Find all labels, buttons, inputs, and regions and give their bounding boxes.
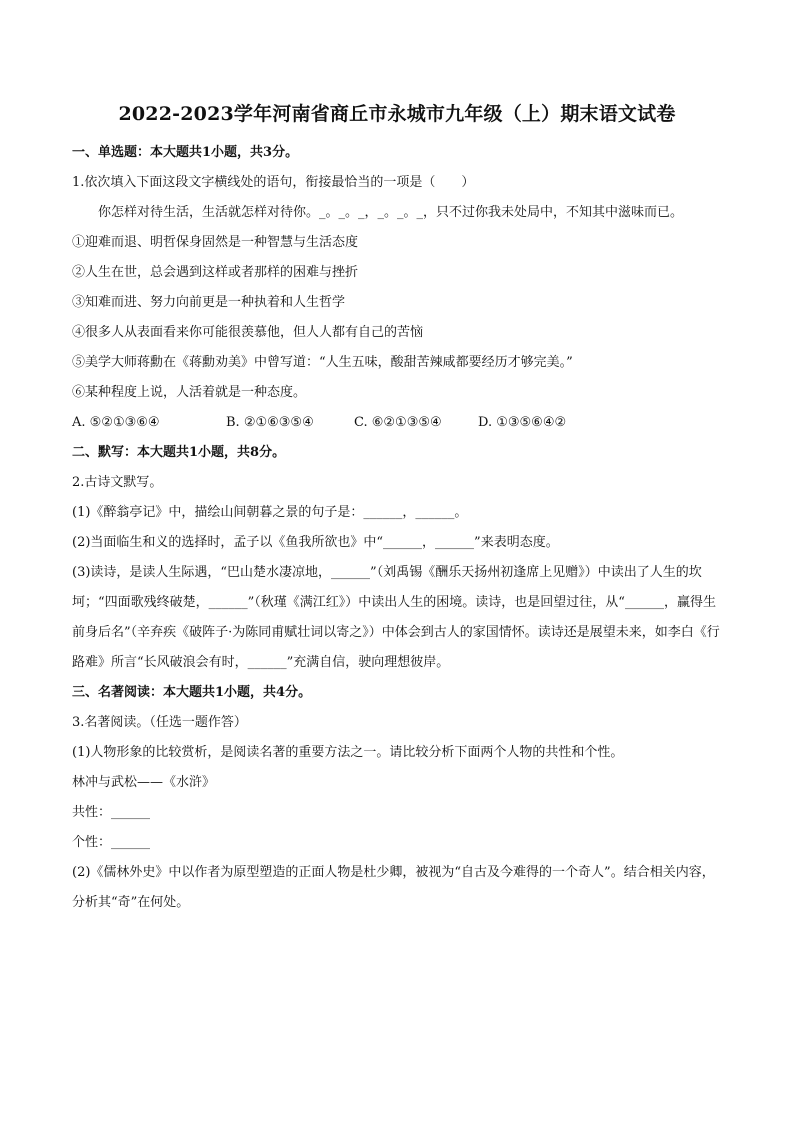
option-d: D. ①③⑤⑥④② (478, 415, 567, 430)
question-1-passage: 你怎样对待生活，生活就怎样对待你。_。_。_，_。_。_，只不过你我未处局中，不知其中滋味而已。 (98, 205, 684, 220)
question-3-sub-1: (1)人物形象的比较赏析，是阅读名著的重要方法之一。请比较分析下面两个人物的共性和个性。 (72, 745, 624, 760)
question-2-sub-3: (3)读诗，是读人生际遇，“巴山楚水凄凉地，______”（刘禹锡《酬乐天扬州初逢席上见赠》）中读出了人生的坎坷；“四面歌残终破楚，______”（秋瑾《满江红》）中读出人生的困境。读诗，也是回望过往，从“______，赢得生前身后名”（辛弃疾《破阵子·为陈同甫赋壮词以寄之》）中体会到古人的家国情怀。读诗还是展望未来，如李白《行路难》所言“长风破浪会有时，______”充满自信，驶向理想彼岸。 (72, 565, 720, 670)
question-3-common: 共性：______ (72, 805, 151, 820)
question-2-stem: 2.古诗文默写。 (72, 475, 163, 490)
option-c: C. ⑥②①③⑤④ (354, 415, 442, 430)
question-1-item-3: ③知难而进、努力向前更是一种执着和人生哲学 (72, 295, 346, 310)
question-1-item-2: ②人生在世，总会遇到这样或者那样的困难与挫折 (72, 265, 359, 280)
question-1-item-1: ①迎难而退、明哲保身固然是一种智慧与生活态度 (72, 235, 359, 250)
question-1-options (72, 408, 722, 438)
section-heading-2: 二、默写：本大题共1小题，共8分。 (72, 445, 286, 460)
option-a: A. ⑤②①③⑥④ (72, 415, 160, 430)
option-b: B. ②①⑥③⑤④ (226, 415, 314, 430)
section-heading-1: 一、单选题：本大题共1小题，共3分。 (72, 145, 299, 160)
question-2-sub-1: (1)《醉翁亭记》中，描绘山间朝暮之景的句子是：______，______。 (72, 505, 468, 520)
question-2-sub-2: (2)当面临生和义的选择时，孟子以《鱼我所欲也》中“______，______”来表明态度。 (72, 535, 559, 550)
section-heading-3: 三、名著阅读：本大题共1小题，共4分。 (72, 685, 312, 700)
question-1-item-4: ④很多人从表面看来你可能很羡慕他，但人人都有自己的苦恼 (72, 325, 424, 340)
page-title: 2022-2023学年河南省商丘市永城市九年级（上）期末语文试卷 (118, 103, 676, 125)
question-3-individual: 个性：______ (72, 835, 151, 850)
question-3-stem: 3.名著阅读。（任选一题作答） (72, 715, 247, 730)
question-1-item-5: ⑤美学大师蒋勳在《蒋勳劝美》中曾写道：“人生五味，酸甜苦辣咸都要经历才够完美。” (72, 355, 573, 370)
question-1-stem: 1.依次填入下面这段文字横线处的语句，衔接最恰当的一项是（ ） (72, 175, 475, 190)
question-3-pair: 林冲与武松——《水浒》 (72, 775, 216, 790)
question-1-item-6: ⑥某种程度上说，人活着就是一种态度。 (72, 385, 307, 400)
question-3-sub-2: (2)《儒林外史》中以作者为原型塑造的正面人物是杜少卿，被视为“自古及今难得的一个奇人”。结合相关内容，分析其“奇”在何处。 (72, 865, 715, 910)
